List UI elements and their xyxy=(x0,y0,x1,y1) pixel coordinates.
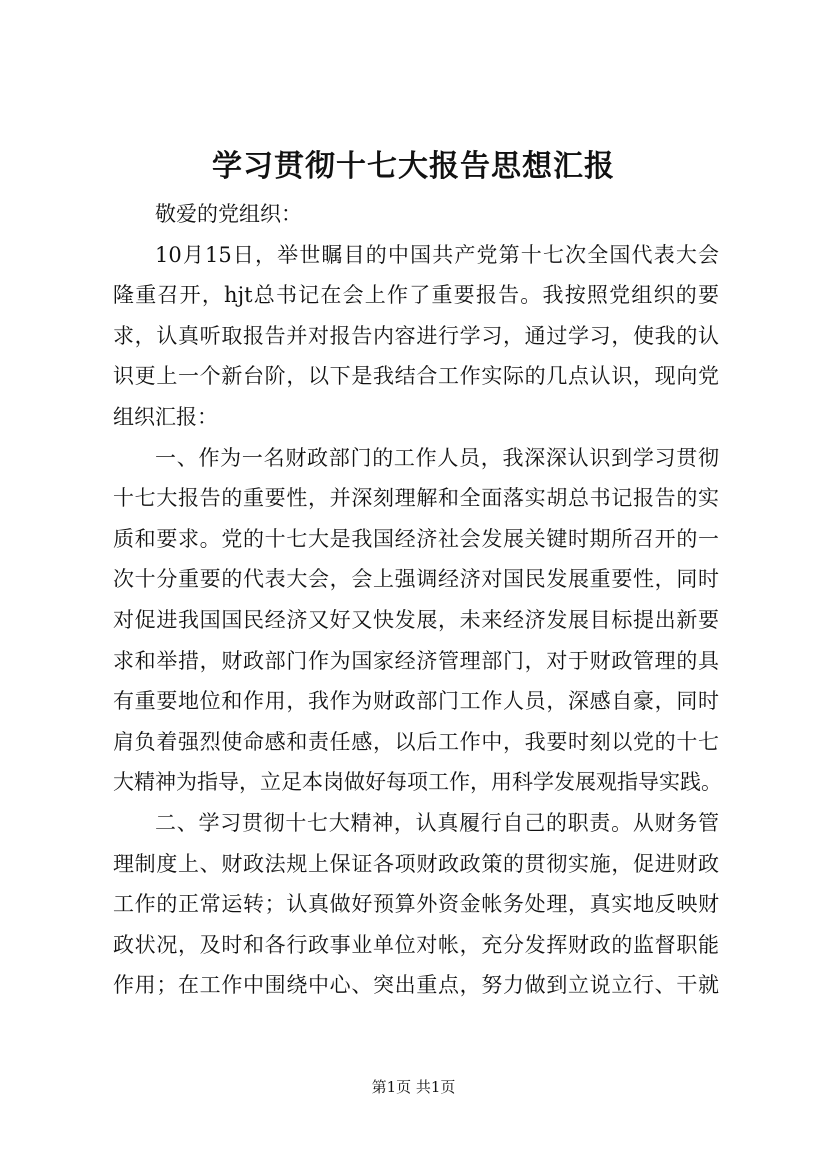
paragraph-line: 次十分重要的代表大会，会上强调经济对国民发展重要性，同时 xyxy=(113,567,719,592)
paragraph-line: 二、学习贯彻十七大精神，认真履行自己的职责。从财务管 xyxy=(155,810,719,835)
paragraph-line: 理制度上、财政法规上保证各项财政政策的贯彻实施，促进财政 xyxy=(113,851,719,876)
document-title: 学习贯彻十七大报告思想汇报 xyxy=(212,149,615,184)
salutation-line: 敬爱的党组织： xyxy=(155,202,302,226)
paragraph-line: 隆重召开，hjt总书记在会上作了重要报告。我按照党组织的要 xyxy=(113,283,719,308)
paragraph-line: 有重要地位和作用，我作为财政部门工作人员，深感自豪，同时 xyxy=(113,689,719,714)
paragraph-line: 政状况，及时和各行政事业单位对帐，充分发挥财政的监督职能 xyxy=(113,932,719,957)
paragraph-line: 质和要求。党的十七大是我国经济社会发展关键时期所召开的一 xyxy=(113,526,719,551)
page-footer: 第1页 共1页 xyxy=(371,1078,456,1096)
paragraph-line: 大精神为指导，立足本岗做好每项工作，用科学发展观指导实践。 xyxy=(113,770,722,795)
paragraph-line: 组织汇报： xyxy=(113,404,218,429)
paragraph-line: 十七大报告的重要性，并深刻理解和全面落实胡总书记报告的实 xyxy=(113,486,719,511)
paragraph-line: 作用；在工作中围绕中心、突出重点，努力做到立说立行、干就 xyxy=(113,973,719,998)
paragraph-line: 求和举措，财政部门作为国家经济管理部门，对于财政管理的具 xyxy=(113,648,719,673)
paragraph-line: 肩负着强烈使命感和责任感，以后工作中，我要时刻以党的十七 xyxy=(113,729,719,754)
document-body xyxy=(113,194,722,1006)
paragraph-line: 一、作为一名财政部门的工作人员，我深深认识到学习贯彻 xyxy=(155,445,719,470)
paragraph-line: 10月15日，举世瞩目的中国共产党第十七次全国代表大会 xyxy=(155,242,719,267)
paragraph-line: 工作的正常运转；认真做好预算外资金帐务处理，真实地反映财 xyxy=(113,892,719,917)
paragraph-line: 对促进我国国民经济又好又快发展，未来经济发展目标提出新要 xyxy=(113,607,719,632)
paragraph-line: 求，认真听取报告并对报告内容进行学习，通过学习，使我的认 xyxy=(113,323,719,348)
paragraph-line: 识更上一个新台阶，以下是我结合工作实际的几点认识，现向党 xyxy=(113,364,719,389)
